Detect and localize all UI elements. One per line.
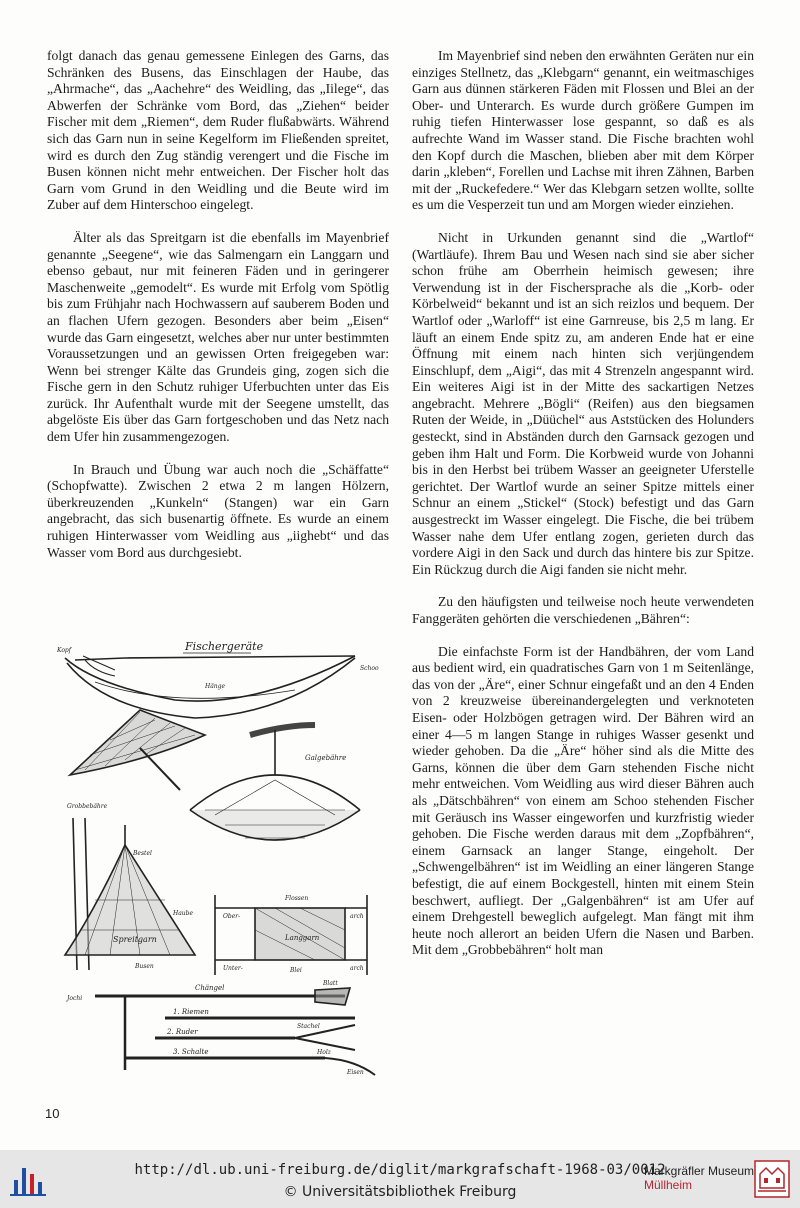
label-busen: Busen [135,963,154,970]
label-eisen: Eisen [347,1069,364,1076]
label-langgarn: Langgarn [285,934,320,942]
illustration-title: Fischergeräte [185,640,264,653]
paragraph: folgt danach das genau gemessene Einlegen des Garns, das Schränken des Busens, das Einschlagen der Haube, das „Ahrmache“, das „Aachehre“ des Weidling, das „Iilege“, das Abwerfen der Schränke vom Bord, das „Ziehen“ beider Fischer mit dem „Riemen“, dem Ruder flußabwärts. Während sich das Garn nun in seine Kegelform im Fließenden spreitet, wird es durch den Zug ständig verengert und die Fische im Busen können nicht mehr entweichen. Der Fischer holt das Garn vom Grund in den Weidling und die Beute wird im Zuber auf dem Hinterschoo eingelegt. [47,48,389,213]
cast-net-drawing [65,818,195,970]
label-riemen: 1. Riemen [173,1008,209,1016]
paragraph: Älter als das Spreitgarn ist die ebenfalls im Mayenbrief genannte „Seegene“, wie das Salmengarn ein Langgarn und ebenso gebaut, nur mit feineren Fäden und in geringerer Maschenweite „gemodelt“. Es wurde mit Erfolg vom Spötlig bis zum Frühjahr nach Hochwassern auf sauberem Boden und an flachen Ufern gezogen. Besonders aber beim „Eisen“ wurde das Garn eingesetzt, welches aber nur unter bestimmten Voraussetzungen und an gewissen Orten freigegeben war: Wenn bei strenger Kälte das Grundeis ging, zogen sich die Fische gern in den Schutz ruhiger Uferbuchten unter das Eis zurück. Ihr Aufenthalt wurde mit der Seegene umstellt, das abgelöste Eis über das Garn fortgeschoben und das Netz nach dem Ufer hin zusammengezogen. [47,229,389,445]
museum-logo-icon[interactable] [752,1158,792,1200]
label-jochi: Jochi [67,995,83,1002]
label-holz: Holz [317,1049,331,1056]
paragraph: Nicht in Urkunden genannt sind die „Wartlof“ (Wartläufe). Ihrem Bau und Wesen nach sind sie aber sicher schon frühe am Oberrhein heimisch gewesen; ihre Verwendung ist in der Fischersprache als die „Korb- oder Körbelweid“ bekannt und ist an sich reizlos und bequem. Der Wartlof oder „Warloff“ ist eine Garnreuse, bis 2,5 m lang. Er läuft an einem Ende spitz zu, am anderen Ende hat er eine Öffnung mit einem nach hinten sich verjüngendem Einschlupf, dem „Aigi“, das mit 4 Strenzeln angespannt wird. Ein weiteres Aigi ist in der Mitte des sackartigen Netzes angebracht. Mehrere „Bögli“ (Reifen) aus den biegsamen Ruten der Weide, in „Düüchel“ aus Aststücken des Holunders gesteckt, sind in Abständen durch den Garnsack gezogen und geben ihm Halt und Form. Die Korbweid wurde von Johanni bis in den Herbst bei trübem Wasser an geeigneter Uferstelle gerichtet. Der Wartlof wurde an seiner Spitze mittels einer Schnur an einem „Stickel“ (Stock) befestigt und das Garn ausgestreckt im Wasser eingelegt. Die Fische, die bei trübem Wasser nahe dem Ufer entlang zogen, gerieten durch das vordere Aigi in den Sack und durch das hintere bis zur Spitze. Ein Rückzug durch die Aigi fanden sie nicht mehr. [412,229,754,577]
label-ruder: 2. Ruder [167,1028,198,1036]
paragraph: Die einfachste Form ist der Handbähren, der vom Land aus bedient wird, ein quadratisches Garn von 1 m Seitenlänge, das von der „Äre“, einer Schnur eingefaßt und an den 4 Enden von 2 kreuzweise übereinandergelegten und verknoteten Eisen- oder Holzbögen getragen wird. Der Bähren wird an einer 4—5 m langen Stange in ruhiges Wasser gesenkt und wieder gehoben. Da die „Äre“ höher sind als die Mitte des Garns, können die über dem Garn stehenden Fische nicht mehr entweichen. Vom Weidling aus wird dieser Bähren auch als „Dätschbähren“ von einem am Schoo stehenden Fischer mit Geräusch ins Wasser eingeworfen und kurzfristig wieder gehoben. Die Fische werden daraus mit dem „Zopfbähren“, einem Garnsack an langer Stange, eingeholt. Der „Schwengelbähren“ ist im Weidling an einer längeren Stange befestigt, die auf einem Bockgestell, hinten mit einem Stein beschwert, aufliegt. Der „Galgenbähren“ ist am Ufer auf einem Drehgestell beweglich aufgelegt. Man fängt mit ihm heute noch allerort an beiden Ufern die Nasen und Barben. Mit dem „Grobbebähren“ holt man [412,643,754,958]
label-grobbe: Grobbebähre [67,803,108,810]
page-number: 10 [45,1106,60,1121]
right-text-column [412,48,754,975]
museum-name: Markgräfler Museum [644,1164,755,1178]
label-blei: Blei [290,967,302,974]
museum-credit[interactable] [644,1164,754,1192]
fishing-gear-illustration [55,630,395,1080]
grobbe-net-drawing [70,710,205,790]
label-schalte: 3. Schalte [173,1048,209,1056]
paragraph: Im Mayenbrief sind neben den erwähnten Geräten nur ein einziges Stellnetz, das „Klebgarn“ genannt, ein weitmaschiges Garn aus dünnen stärkeren Fäden mit Flossen und Blei an der Ober- und Unterarch. Es wurde durch größere Gumpen im ruhig tiefen Hinterwasser lose gespannt, so daß es als aufrechte Wand im Wasser stand. Die Fische brachten wohl den Kopf durch die Maschen, blieben aber mit dem Körper darin „kleben“, Forellen und Lachse mit ihren Zähnen, Barben mit der „Ruckefedere.“ Wer das Klebgarn setzen wollte, sollte es um die Vesperzeit tun und am Morgen wieder einziehen. [412,48,754,213]
permalink-url[interactable]: http://dl.ub.uni-freiburg.de/diglit/markgrafschaft-1968-03/0012 [134,1162,666,1178]
label-ober: Ober- [223,913,241,920]
viewer-footer [0,1150,800,1208]
paragraph: Zu den häufigsten und teilweise noch heute verwendeten Fanggeräten gehörten die verschiedenen „Bähren“: [412,594,754,626]
paddles-drawing [95,988,375,1075]
left-text-column [47,48,389,577]
label-schoo: Schoo [360,665,379,672]
museum-location: Müllheim [644,1178,693,1192]
label-unter: Unter- [223,965,243,972]
label-haenge: Hänge [205,683,226,690]
label-chaengel: Chängel [195,984,225,992]
label-blatt: Blatt [323,980,338,987]
label-arch-bottom: arch [350,965,364,972]
gallows-net-drawing [190,725,360,840]
paragraph: In Brauch und Übung war auch noch die „Schäffatte“ (Schopfwatte). Zwischen 2 etwa 2 m langen Hölzern, überkreuzenden „Kunkeln“ (Stangen) war ein Garn angebracht, das sich busenartig öffnete. Es wurde an einem ruhigen Hinterwasser vom Weidling aus „iighebt“ und das Wasser vom Bord aus durchgesiebt. [47,461,389,560]
label-bestel: Bestel [133,850,152,857]
label-kopf: Kopf [57,647,71,654]
label-flossen: Flossen [285,895,309,902]
label-galgebaehre: Galgebähre [305,754,347,762]
label-spreitgarn: Spreitgarn [113,935,157,944]
label-haube: Haube [173,910,194,917]
copyright-notice: © Universitätsbibliothek Freiburg [283,1184,517,1200]
label-arch-top: arch [350,913,364,920]
label-stachel: Stachel [297,1023,320,1030]
